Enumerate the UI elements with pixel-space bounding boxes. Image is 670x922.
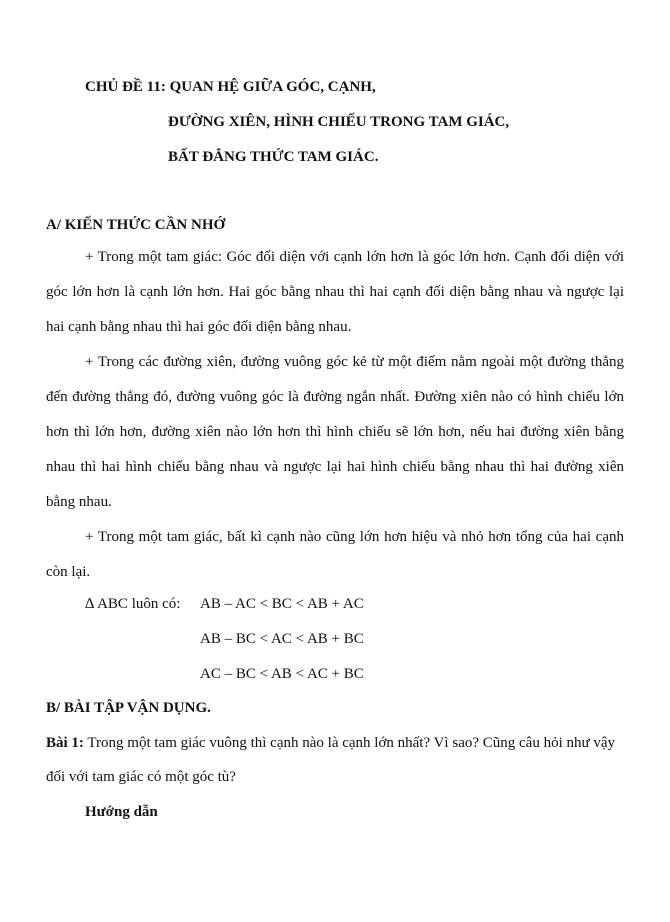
exercise-1-line xyxy=(46,726,624,761)
paragraph-line: hai cạnh bằng nhau thì hai góc đối diện bằng nhau. xyxy=(46,319,352,335)
title-line-1: CHỦ ĐỀ 11: QUAN HỆ GIỮA GÓC, CẠNH, xyxy=(85,79,376,95)
paragraph-line: + Trong một tam giác: Góc đối diện với cạnh lớn hơn là góc lớn hơn. Cạnh đối diện với xyxy=(85,249,624,265)
exercise-1-text: Trong một tam giác vuông thì cạnh nào là cạnh lớn nhất? Vì sao? Cũng câu hỏi như vậy xyxy=(83,735,616,751)
section-b-heading: B/ BÀI TẬP VẬN DỤNG. xyxy=(46,700,211,716)
exercise-1-line: đối với tam giác có một góc tù? xyxy=(46,769,236,785)
guide-heading: Hướng dẫn xyxy=(85,804,158,820)
paragraph-line: + Trong các đường xiên, đường vuông góc kẻ từ một điểm nằm ngoài một đường thẳng xyxy=(85,354,624,370)
paragraph-line: góc lớn hơn là cạnh lớn hơn. Hai góc bằng nhau thì hai cạnh đối diện bằng nhau và ngược lại xyxy=(46,284,624,300)
paragraph-line: nhau thì hai hình chiếu bằng nhau và ngược lại hai hình chiếu bằng nhau thì hai đường xiên xyxy=(46,459,624,475)
formula-label: ∆ ABC luôn có: xyxy=(85,596,181,612)
formula: AB – AC < BC < AB + AC xyxy=(200,596,364,612)
formula: AB – BC < AC < AB + BC xyxy=(200,631,364,647)
paragraph-line: hơn thì lớn hơn, đường xiên nào lớn hơn thì hình chiếu sẽ lớn hơn, nếu hai đường xiên bằng xyxy=(46,424,624,440)
paragraph-line: bằng nhau. xyxy=(46,494,112,510)
exercise-1-label: Bài 1: xyxy=(46,735,84,751)
formula: AC – BC < AB < AC + BC xyxy=(200,666,364,682)
paragraph-line: đến đường thẳng đó, đường vuông góc là đường ngắn nhất. Đường xiên nào có hình chiếu lớn xyxy=(46,389,624,405)
title-line-3: BẤT ĐẲNG THỨC TAM GIÁC. xyxy=(168,149,379,165)
paragraph-line: còn lại. xyxy=(46,564,91,580)
paragraph-line: + Trong một tam giác, bất kì cạnh nào cũng lớn hơn hiệu và nhỏ hơn tổng của hai cạnh xyxy=(85,529,624,545)
title-line-2: ĐƯỜNG XIÊN, HÌNH CHIẾU TRONG TAM GIÁC, xyxy=(168,114,510,130)
section-a-heading: A/ KIẾN THỨC CẦN NHỚ xyxy=(46,217,226,233)
